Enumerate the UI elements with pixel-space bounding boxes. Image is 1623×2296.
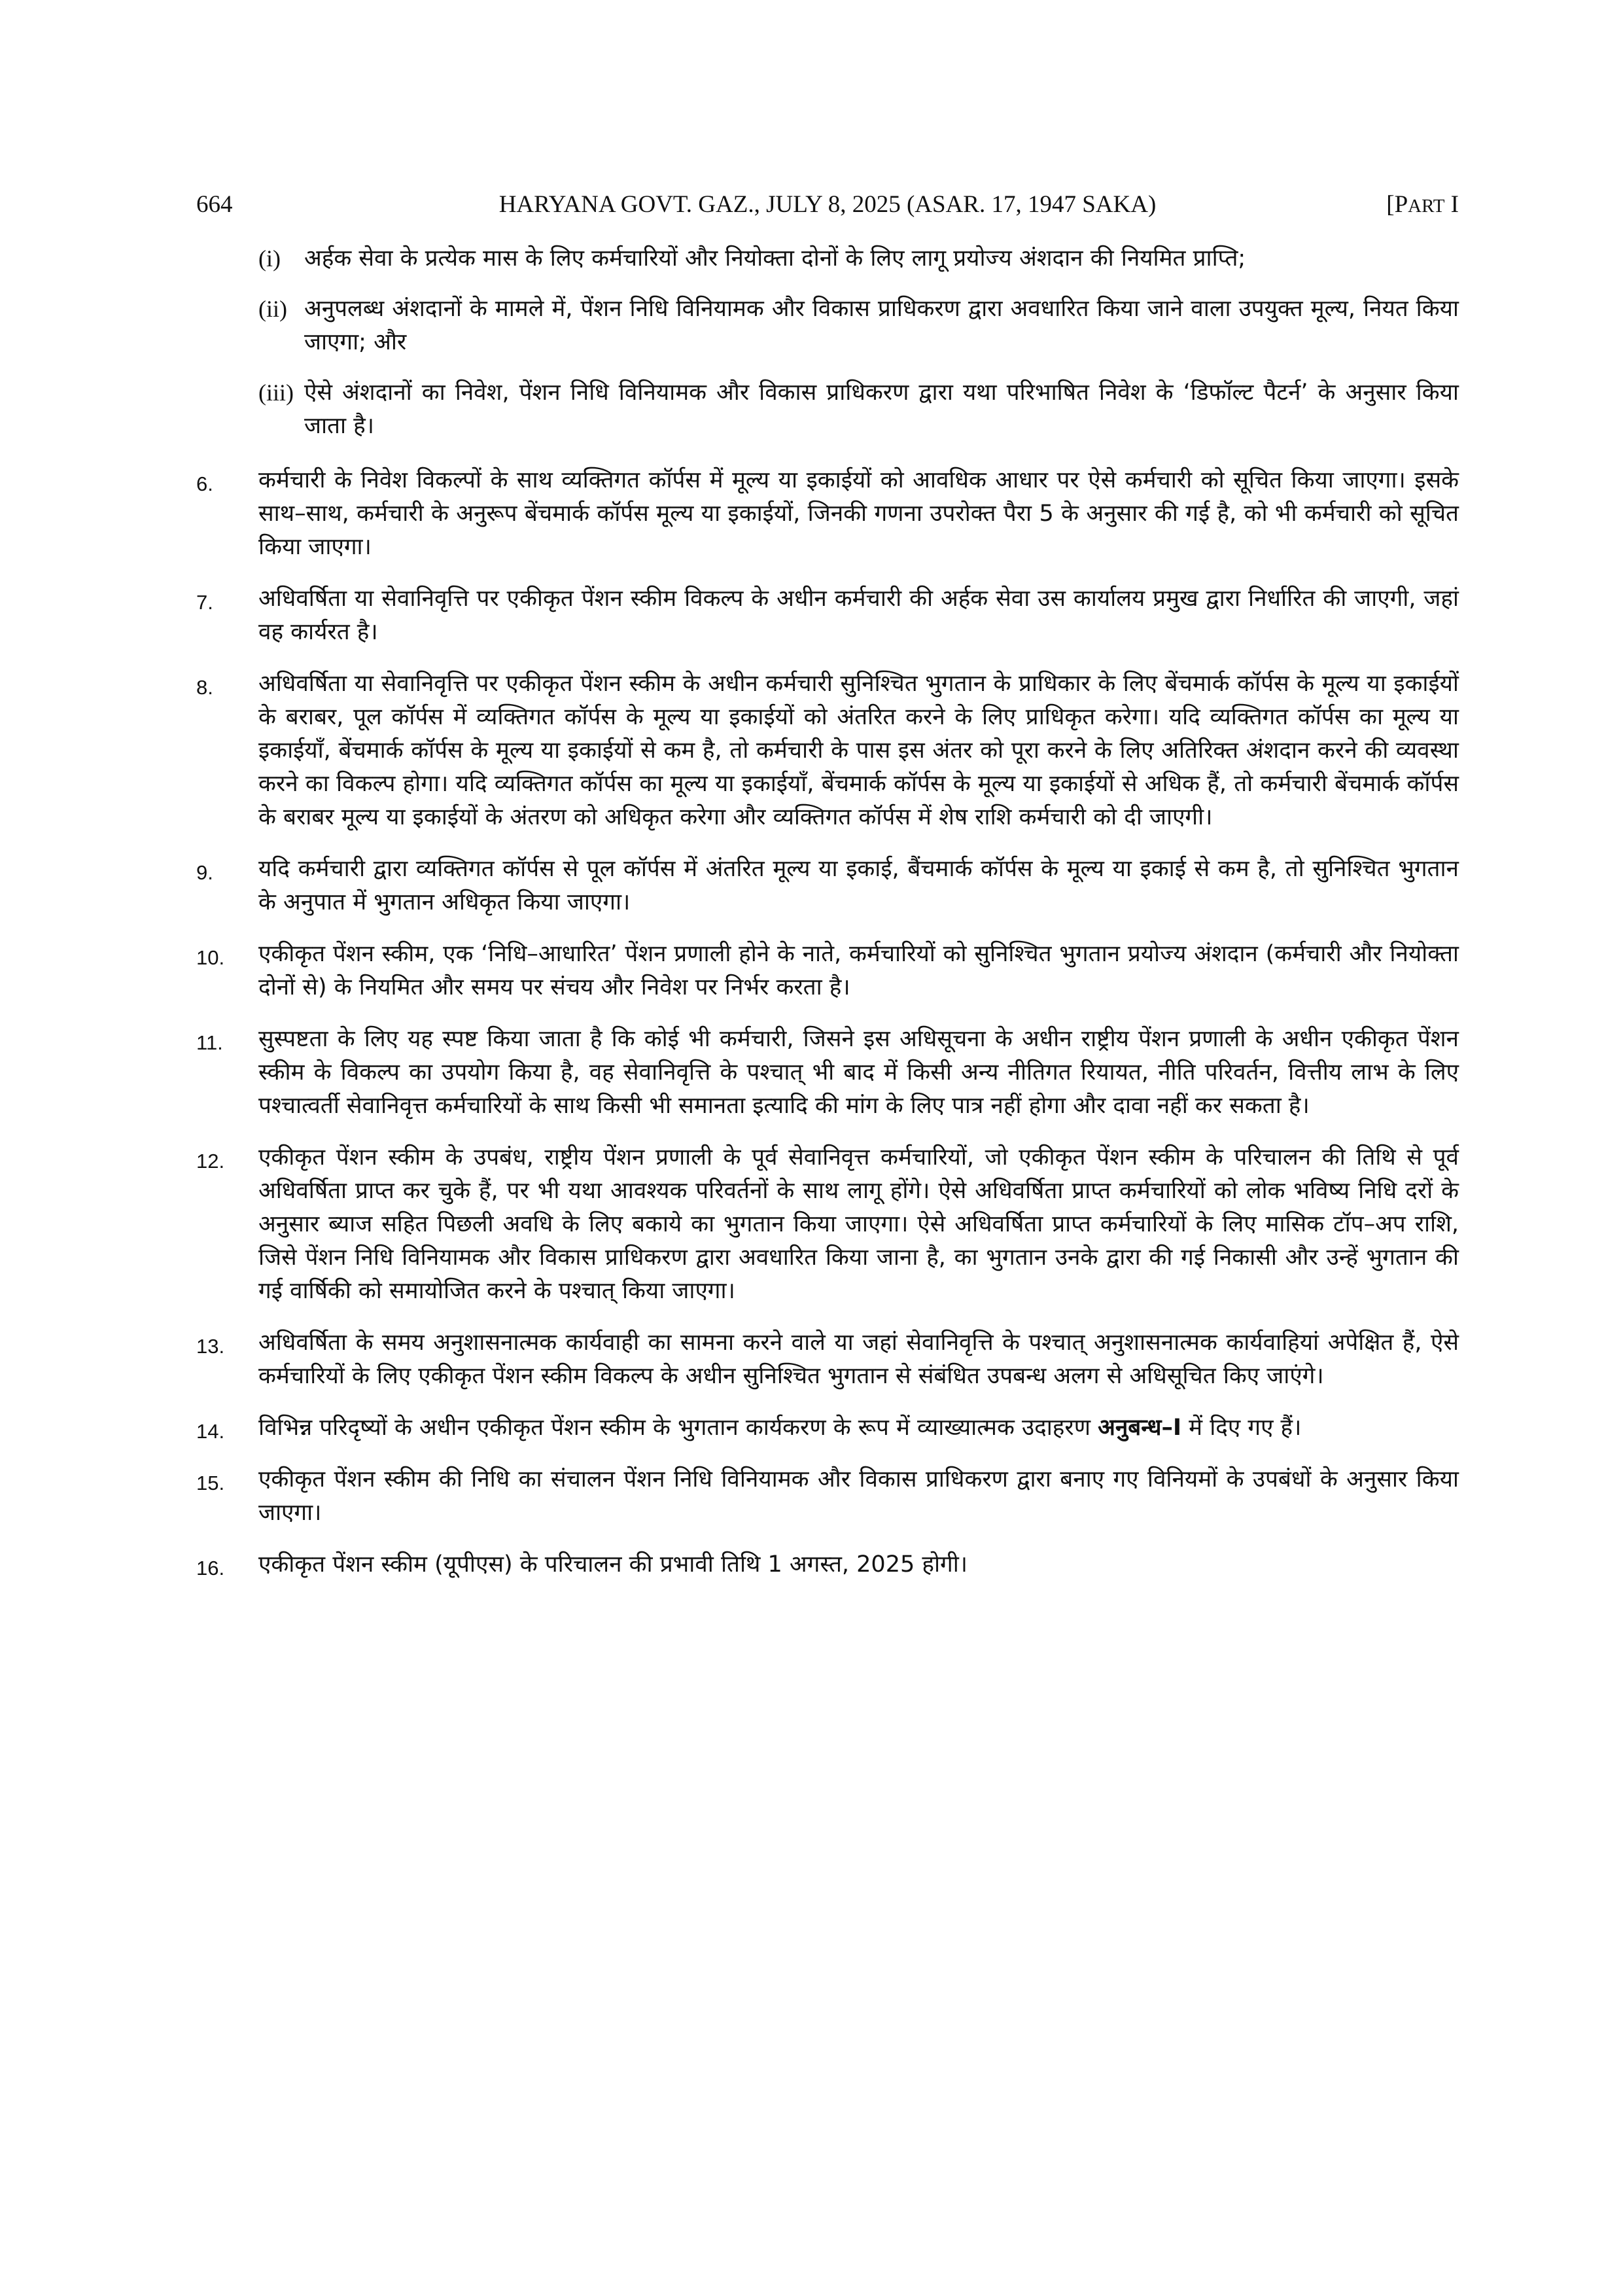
paragraph-number: 9. [196,861,213,884]
paragraph-16 [196,1548,1459,1581]
sub-item [196,242,1459,275]
paragraph-number: 10. [196,946,225,969]
sub-item-text: ऐसे अंशदानों का निवेश, पेंशन निधि विनियामक और विकास प्राधिकरण द्वारा यथा परिभाषित निवेश के ‘डिफॉल्ट पैटर्न’ के अनुसार किया जाता है। [304,380,1459,439]
gazette-title: HARYANA GOVT. GAZ., JULY 8, 2025 (ASAR. 17, 1947 SAKA) [498,191,1157,218]
sub-item-number: (iii) [258,380,294,406]
paragraph-number: 11. [196,1031,223,1054]
page-body [196,242,1459,1600]
paragraph-13 [196,1326,1459,1393]
annexure-reference: अनुबन्ध–I [1098,1415,1182,1441]
paragraph-text-after: में दिए गए हैं। [1181,1415,1302,1441]
paragraph-text: अधिवर्षिता या सेवानिवृत्ति पर एकीकृत पेंशन स्कीम विकल्प के अधीन कर्मचारी की अर्हक सेवा उस कार्यालय प्रमुख द्वारा निर्धारित की जाएगी, जहां वह कार्यरत है। [258,586,1459,645]
sub-item [196,376,1459,443]
paragraph-text: यदि कर्मचारी द्वारा व्यक्तिगत कॉर्पस से पूल कॉर्पस में अंतरित मूल्य या इकाई, बैंचमार्क कॉर्पस के मूल्य या इकाई से कम है, तो सुनिश्चित भुगतान के अनुपात में भुगतान अधिकृत किया जाएगा। [258,856,1459,915]
paragraph-text: सुस्पष्टता के लिए यह स्पष्ट किया जाता है कि कोई भी कर्मचारी, जिसने इस अधिसूचना के अधीन राष्ट्रीय पेंशन प्रणाली के अधीन एकीकृत पेंशन स्कीम के विकल्प का उपयोग किया है, वह सेवानिवृत्ति के पश्चात् भी बाद में किसी अन्य नीतिगत रियायत, नीति परिवर्तन, वित्तीय लाभ के लिए पश्चात्वर्ती सेवानिवृत्त कर्मचारियों के साथ किसी भी समानता इत्यादि की मांग के लिए पात्र नहीं होगा और दावा नहीं कर सकता है। [258,1026,1459,1119]
part-label-suffix: I [1444,191,1459,218]
paragraph-number: 15. [196,1472,225,1494]
paragraph-number: 16. [196,1557,225,1580]
sub-item-text: अनुपलब्ध अंशदानों के मामले में, पेंशन निधि विनियामक और विकास प्राधिकरण द्वारा अवधारित किया जाने वाला उपयुक्त मूल्य, नियत किया जाएगा; और [304,296,1459,355]
sub-item-number: (ii) [258,296,287,322]
paragraph-12 [196,1141,1459,1308]
paragraph-number: 6. [196,472,213,495]
paragraph-text: एकीकृत पेंशन स्कीम, एक ‘निधि–आधारित’ पेंशन प्रणाली होने के नाते, कर्मचारियों को सुनिश्चित भुगतान प्रयोज्य अंशदान (कर्मचारी और नियोक्ता दोनों से) के नियमित और समय पर संचय और निवेश पर निर्भर करता है। [258,941,1459,1000]
paragraph-number: 14. [196,1420,225,1443]
paragraph-text-before: विभिन्न परिदृष्यों के अधीन एकीकृत पेंशन स्कीम के भुगतान कार्यकरण के रूप में व्याख्यात्मक उदाहरण [258,1415,1098,1441]
sub-item-text: अर्हक सेवा के प्रत्येक मास के लिए कर्मचारियों और नियोक्ता दोनों के लिए लागू प्रयोज्य अंशदान की नियमित प्राप्ति; [304,245,1246,272]
paragraph-number: 7. [196,591,213,614]
paragraph-text: अधिवर्षिता के समय अनुशासनात्मक कार्यवाही का सामना करने वाले या जहां सेवानिवृत्ति के पश्चात् अनुशासनात्मक कार्यवाहियां अपेक्षित हैं, ऐसे कर्मचारियों के लिए एकीकृत पेंशन स्कीम विकल्प के अधीन सुनिश्चित भुगतान से संबंधित उपबन्ध अलग से अधिसूचित किए जाएंगे। [258,1330,1459,1389]
paragraph-text: अधिवर्षिता या सेवानिवृत्ति पर एकीकृत पेंशन स्कीम के अधीन कर्मचारी सुनिश्चित भुगतान के प्राधिकार के लिए बेंचमार्क कॉर्पस के मूल्य या इकाईयों के बराबर, पूल कॉर्पस में व्यक्तिगत कॉर्पस के मूल्य या इकाईयों को अंतरित करने के लिए प्राधिकृत करेगा। यदि व्यक्तिगत कॉर्पस का मूल्य या इकाईयाँ, बेंचमार्क कॉर्पस के मूल्य या इकाईयों से कम है, तो कर्मचारी के पास इस अंतर को पूरा करने के लिए अतिरिक्त अंशदान करने की व्यवस्था करने का विकल्प होगा। यदि व्यक्तिगत कॉर्पस का मूल्य या इकाईयाँ, बेंचमार्क कॉर्पस के मूल्य या इकाईयों से अधिक हैं, तो कर्मचारी बेंचमार्क कॉर्पस के बराबर मूल्य या इकाईयों के अंतरण को अधिकृत करेगा और व्यक्तिगत कॉर्पस में शेष राशि कर्मचारी को दी जाएगी। [258,671,1459,830]
paragraph-6 [196,464,1459,564]
paragraph-text: एकीकृत पेंशन स्कीम (यूपीएस) के परिचालन की प्रभावी तिथि 1 अगस्त, 2025 होगी। [258,1551,968,1578]
paragraph-text: एकीकृत पेंशन स्कीम की निधि का संचालन पेंशन निधि विनियामक और विकास प्राधिकरण द्वारा बनाए गए विनियमों के उपबंधों के अनुसार किया जाएगा। [258,1466,1459,1526]
paragraph-text [258,1411,1459,1445]
paragraph-14 [196,1411,1459,1445]
paragraph-number: 13. [196,1335,225,1358]
paragraph-number: 12. [196,1150,225,1173]
part-label-prefix: [P [1386,191,1408,218]
paragraph-text: कर्मचारी के निवेश विकल्पों के साथ व्यक्तिगत कॉर्पस में मूल्य या इकाईयों को आवधिक आधार पर ऐसे कर्मचारी को सूचित किया जाएगा। इसके साथ–साथ, कर्मचारी के अनुरूप बेंचमार्क कॉर्पस मूल्य या इकाईयों, जिनकी गणना उपरोक्त पैरा 5 के अनुसार की गई है, को भी कर्मचारी को सूचित किया जाएगा। [258,467,1459,560]
page-header [196,188,1459,221]
page-number: 664 [196,191,233,218]
paragraph-8 [196,667,1459,834]
paragraph-15 [196,1463,1459,1530]
part-label-small: ART [1408,196,1445,217]
paragraph-10 [196,938,1459,1004]
sub-item [196,292,1459,359]
paragraph-7 [196,582,1459,649]
paragraph-number: 8. [196,676,213,699]
paragraph-9 [196,853,1459,919]
sub-item-number: (i) [258,245,281,272]
paragraph-11 [196,1023,1459,1123]
part-label [1386,188,1459,222]
paragraph-text: एकीकृत पेंशन स्कीम के उपबंध, राष्ट्रीय पेंशन प्रणाली के पूर्व सेवानिवृत्त कर्मचारियों, जो एकीकृत पेंशन स्कीम के परिचालन की तिथि से पूर्व अधिवर्षिता प्राप्त कर चुके हैं, पर भी यथा आवश्यक परिवर्तनों के साथ लागू होंगे। ऐसे अधिवर्षिता प्राप्त कर्मचारियों को लोक भविष्य निधि दरों के अनुसार ब्याज सहित पिछली अवधि के लिए बकाये का भुगतान किया जाएगा। ऐसे अधिवर्षिता प्राप्त कर्मचारियों के लिए मासिक टॉप–अप राशि, जिसे पेंशन निधि विनियामक और विकास प्राधिकरण द्वारा अवधारित किया जाना है, का भुगतान उनके द्वारा की गई निकासी और उन्हें भुगतान की गई वार्षिकी को समायोजित करने के पश्चात् किया जाएगा। [258,1144,1459,1304]
